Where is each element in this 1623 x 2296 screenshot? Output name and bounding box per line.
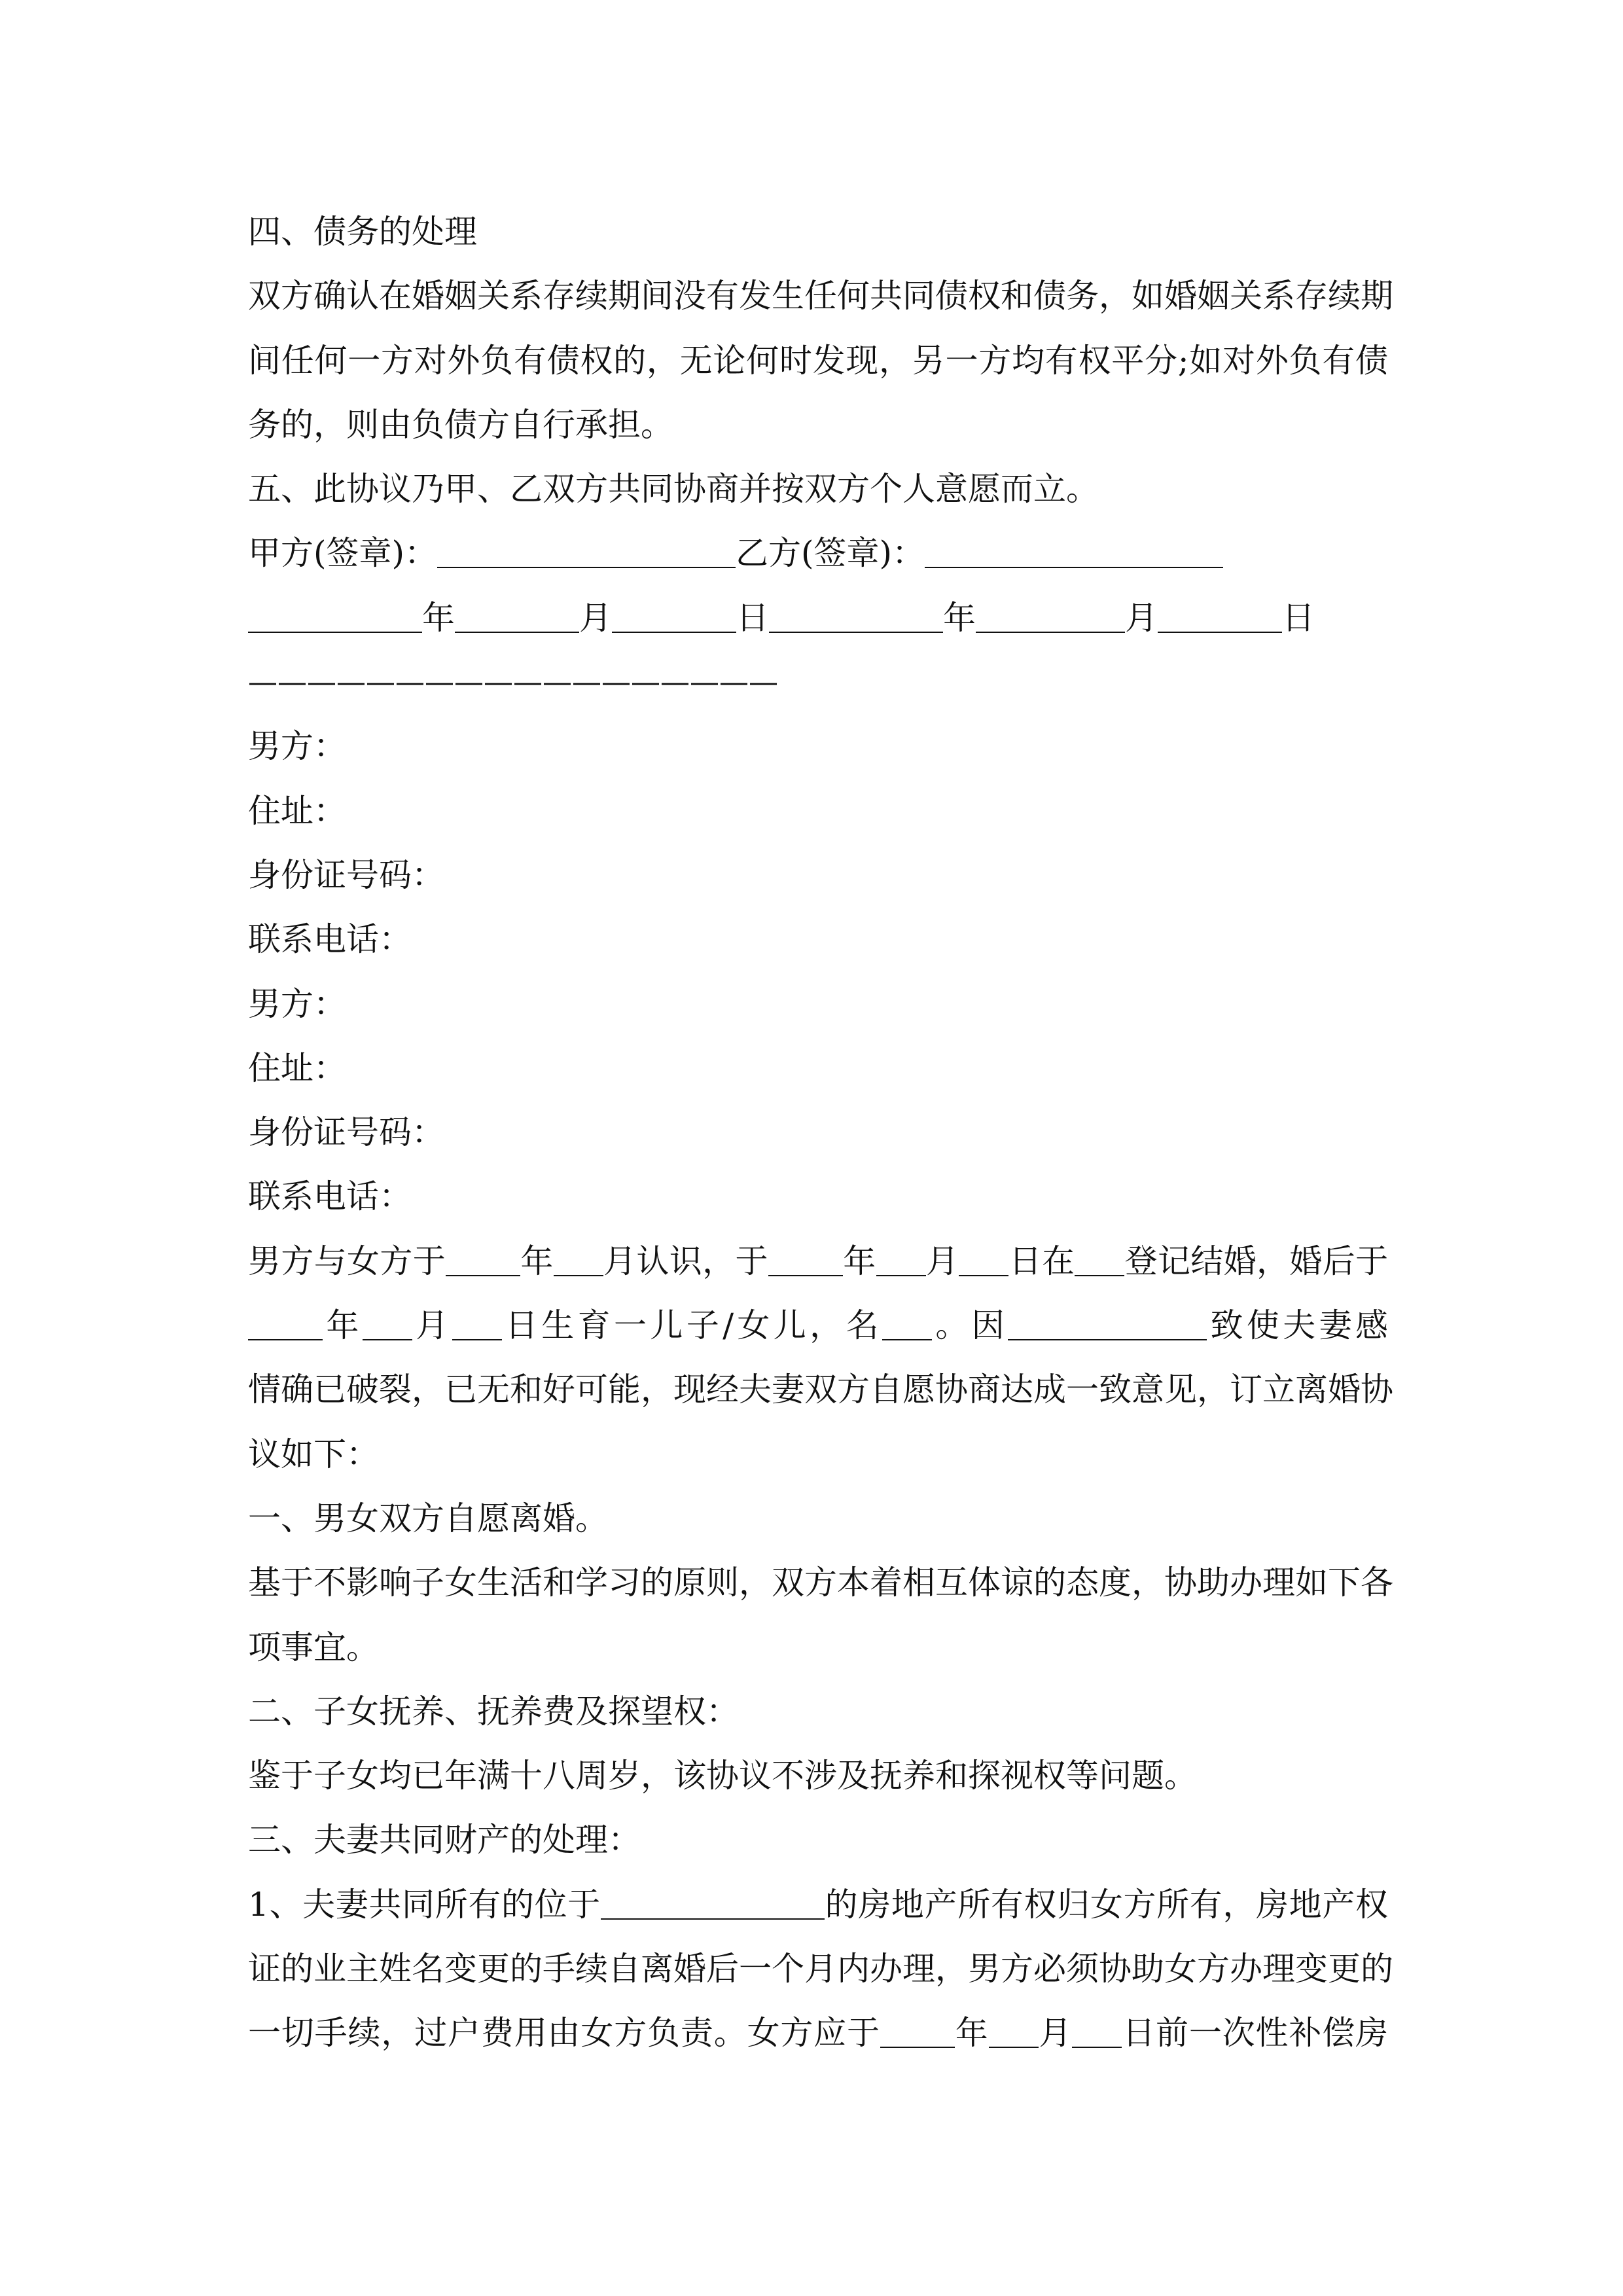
text-line: [248, 714, 1388, 778]
text-segment: 证的业主姓名变更的手续自离婚后一个月内办理，男方必须协助女方办理变更的: [248, 1950, 1393, 1988]
text-segment: 务的，则由负债方自行承担。: [248, 405, 673, 444]
text-segment: 月认识，于: [603, 1242, 768, 1280]
text-segment: 日前一次性补偿房: [1122, 2014, 1389, 2053]
fill-in-blank: [248, 602, 422, 633]
fill-in-blank: [925, 537, 1223, 568]
text-segment: 身份证号码：: [248, 1113, 444, 1152]
text-segment: 日在: [1008, 1242, 1075, 1280]
text-segment: 乙方(签章)：: [736, 534, 925, 573]
text-line: [248, 1679, 1388, 1744]
text-line: [248, 1293, 1388, 1357]
fill-in-blank: [769, 602, 943, 633]
text-segment: 一、男女双方自愿离婚。: [248, 1499, 608, 1537]
text-segment: 年: [323, 1306, 363, 1345]
text-segment: 鉴于子女均已年满十八周岁，该协议不涉及抚养和探视权等问题。: [248, 1757, 1197, 1795]
text-segment: 登记结婚，婚后于: [1124, 1242, 1389, 1280]
text-line: [248, 2001, 1388, 2065]
text-segment: 情确已破裂，已无和好可能，现经夫妻双方自愿协商达成一致意见，订立离婚协: [248, 1371, 1393, 1409]
text-line: [248, 200, 1388, 264]
text-segment: 男方与女方于: [248, 1242, 446, 1280]
text-line: [248, 1229, 1388, 1293]
text-line: [248, 329, 1388, 393]
fill-in-blank: [248, 1310, 323, 1340]
fill-in-blank: [880, 2017, 955, 2048]
fill-in-blank: [768, 1246, 843, 1276]
text-segment: 男方：: [248, 727, 346, 766]
fill-in-blank: [601, 1889, 825, 1920]
text-segment: 日: [736, 598, 769, 637]
fill-in-blank: [989, 2017, 1039, 2048]
text-line: [248, 907, 1388, 971]
text-segment: 间任何一方对外负有债权的，无论何时发现，另一方均有权平分;如对外负有债: [248, 341, 1388, 380]
text-line: [248, 1551, 1393, 1615]
document-page: [248, 200, 1393, 2066]
text-segment: 月: [925, 1242, 959, 1280]
text-segment: 。因: [931, 1306, 1008, 1345]
fill-in-blank: [1158, 602, 1282, 633]
text-segment: 双方确认在婚姻关系存续期间没有发生任何共同债权和债务，如婚姻关系存续期: [248, 277, 1393, 315]
text-line: [248, 393, 1388, 457]
text-line: [248, 1486, 1388, 1551]
fill-in-blank: [1072, 2017, 1122, 2048]
fill-in-blank: [882, 1310, 932, 1340]
text-segment: 致使夫妻感: [1207, 1306, 1389, 1345]
text-segment: 联系电话：: [248, 1177, 412, 1216]
text-line: [248, 1422, 1388, 1486]
text-line: [248, 972, 1388, 1036]
text-segment: 年: [954, 2014, 989, 2053]
separator-dashes: [248, 650, 1388, 714]
text-segment: 三、夫妻共同财产的处理：: [248, 1821, 641, 1859]
text-segment: 日生育一儿子/女儿，名: [501, 1306, 882, 1345]
text-segment: 月: [412, 1306, 452, 1345]
text-segment: 年: [422, 598, 455, 637]
text-line: [248, 1164, 1388, 1229]
text-line: [248, 1873, 1388, 1937]
fill-in-blank: [437, 537, 736, 568]
text-line: [248, 1615, 1388, 1679]
text-segment: ——————————————————: [248, 664, 778, 700]
text-segment: 住址：: [248, 791, 346, 830]
fill-in-blank: [876, 1246, 926, 1276]
text-segment: 年: [520, 1242, 554, 1280]
fill-in-blank: [452, 1310, 502, 1340]
text-segment: 1、夫妻共同所有的位于: [248, 1885, 601, 1924]
text-segment: 月: [1038, 2014, 1073, 2053]
text-segment: 联系电话：: [248, 920, 412, 959]
fill-in-blank: [959, 1246, 1008, 1276]
text-segment: 住址：: [248, 1049, 346, 1087]
fill-in-blank: [976, 602, 1125, 633]
text-line: [248, 1808, 1388, 1872]
text-line: [248, 586, 1388, 650]
text-line: [248, 843, 1388, 907]
text-segment: 月: [1125, 598, 1158, 637]
text-line: [248, 1100, 1388, 1164]
fill-in-blank: [455, 602, 579, 633]
text-segment: 议如下：: [248, 1435, 379, 1473]
fill-in-blank: [363, 1310, 412, 1340]
text-line: [248, 521, 1388, 585]
text-segment: 月: [579, 598, 612, 637]
text-segment: 二、子女抚养、抚养费及探望权：: [248, 1692, 739, 1731]
text-line: [248, 1036, 1388, 1100]
text-segment: 身份证号码：: [248, 855, 444, 894]
text-line: [248, 779, 1388, 843]
fill-in-blank: [446, 1246, 520, 1276]
fill-in-blank: [1075, 1246, 1124, 1276]
text-segment: 基于不影响子女生活和学习的原则，双方本着相互体谅的态度，协助办理如下各: [248, 1564, 1393, 1602]
text-segment: 年: [943, 598, 976, 637]
text-segment: 一切手续，过户费用由女方负责。女方应于: [248, 2014, 880, 2053]
text-segment: 四、债务的处理: [248, 213, 477, 251]
text-segment: 年: [842, 1242, 876, 1280]
text-segment: 项事宜。: [248, 1628, 379, 1666]
text-line: [248, 1744, 1388, 1808]
text-segment: 五、此协议乃甲、乙双方共同协商并按双方个人意愿而立。: [248, 470, 1099, 509]
text-segment: 的房地产所有权归女方所有，房地产权: [824, 1885, 1389, 1924]
text-line: [248, 264, 1393, 328]
text-line: [248, 457, 1388, 521]
text-line: [248, 1357, 1393, 1422]
fill-in-blank: [1008, 1310, 1207, 1340]
text-segment: 甲方(签章)：: [248, 534, 438, 573]
text-segment: 男方：: [248, 984, 346, 1023]
fill-in-blank: [554, 1246, 603, 1276]
text-segment: 日: [1282, 598, 1315, 637]
fill-in-blank: [612, 602, 736, 633]
text-line: [248, 1937, 1393, 2001]
